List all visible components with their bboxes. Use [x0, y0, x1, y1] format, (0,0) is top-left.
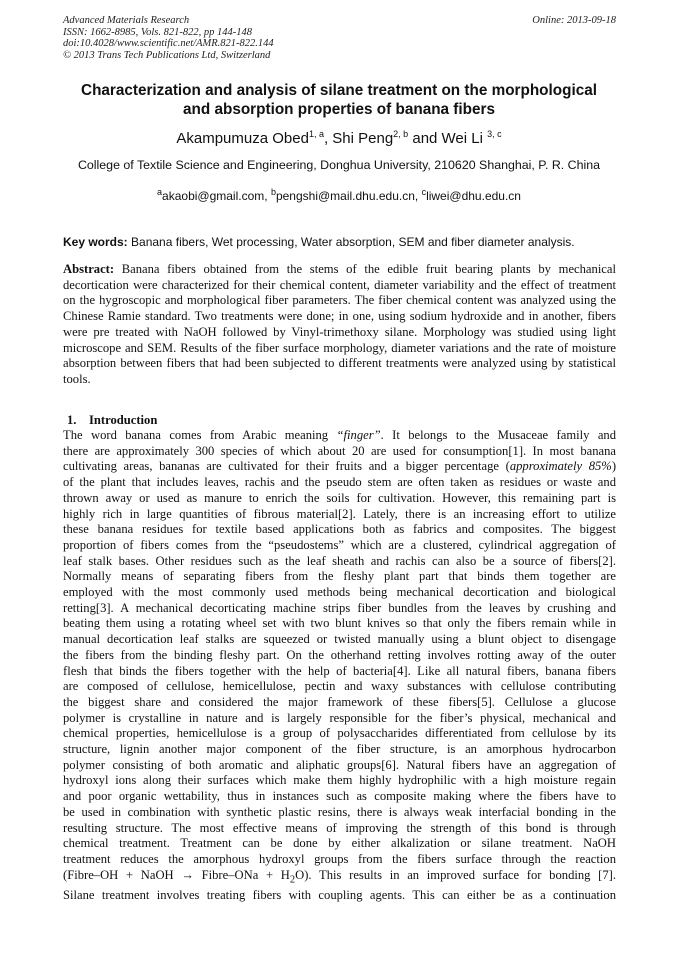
online-date: Online: 2013-09-18 [532, 15, 616, 26]
intro-line: highly rich in large quantities of fibrous material[2]. Lately, there is an increasing effort to utilize [63, 506, 616, 521]
introduction-body [63, 428, 616, 904]
intro-line [63, 428, 616, 444]
issn-line: ISSN: 1662-8985, Vols. 821-822, pp 144-148 [63, 26, 252, 38]
intro-emphasis: “finger” [336, 428, 381, 442]
author-2-sup: 2, b [393, 129, 409, 139]
doi-line: doi:10.4028/www.scientific.net/AMR.821-822.144 [63, 38, 274, 49]
copyright-line: © 2013 Trans Tech Publications Ltd, Switzerland [63, 49, 271, 61]
affiliation: College of Textile Science and Engineering, Donghua University, 210620 Shanghai, P. R. China [77, 158, 601, 172]
intro-line: the fibers from the binding fleshy part. On the otherhand retting involves rotting away of the outer [63, 647, 616, 662]
paper-title [40, 81, 638, 119]
intro-line: manual decortication leaf stalks are squeezed or twisted manually using a blunt object to disengage [63, 632, 616, 647]
intro-line: these banana residues for textile based applications both as fabrics and composites. The biggest [63, 522, 616, 537]
author-list [0, 124, 678, 149]
intro-line: Silane treatment involves treating fibers with coupling agents. This can either be as a continuation [63, 887, 616, 902]
intro-emphasis: approximately 85% [509, 459, 612, 474]
intro-line: flesh that binds the fibers together with the help of bacteria[4]. Like all natural fibers, banana fibers [63, 663, 616, 678]
intro-line: resulting structure. The most effective means of improving the strength of this bond is through [63, 820, 616, 835]
email-a: akaobi@gmail.com, [162, 189, 271, 203]
email-a-sup: a [157, 187, 163, 197]
intro-line: retting[3]. A mechanical decorticating machine strips fiber bundles from the leaves by crushing and [63, 600, 616, 615]
keywords-label: Key words: [63, 235, 128, 249]
h2o-subscript: 2 [289, 874, 296, 886]
intro-text: cultivating areas, bananas are cultivated for their fruits and a bigger percentage ( [63, 459, 510, 474]
email-c: liwei@dhu.edu.cn [426, 189, 521, 203]
intro-text: The word banana comes from Arabic meaning [63, 428, 337, 442]
keywords-text: Banana fibers, Wet processing, Water absorption, SEM and fiber diameter analysis. [127, 235, 575, 249]
abstract [63, 262, 616, 388]
intro-line: employed with the most commonly used methods being mechanical decortication and biological [63, 585, 616, 600]
keywords [63, 234, 616, 250]
intro-text: . It belongs to the Musaceae family and [380, 428, 617, 442]
intro-line [63, 459, 616, 475]
intro-line: hydroxyl ions along their surfaces which make them highly hydrophilic with a high moisture regain [63, 773, 616, 788]
intro-line: and poor organic wettability, thus in instances such as composite making where the fibers have to [63, 789, 616, 804]
intro-line: treatment reduces the amorphous hydroxyl groups from the fibers surface through the reaction [63, 851, 616, 866]
journal-name: Advanced Materials Research [63, 15, 190, 26]
email-c-sup: c [421, 187, 427, 197]
intro-line: of the plant that includes leaves, rachis and the pseudo stem are often taken as residues or waste and [63, 475, 616, 490]
intro-line: Normally means of separating fibers from the fleshy plant part that binds them together are [63, 569, 616, 584]
intro-line: polymer is crystalline in nature and is largely responsible for the fiber’s physical, mechanical and [63, 710, 616, 725]
author-2: , Shi Peng [323, 130, 394, 147]
intro-line: polymer consisting of both aromatic and aliphatic groups[6]. Natural fibers have an aggregation of [63, 757, 616, 772]
journal-header [63, 15, 616, 61]
intro-line: proportion of fibers comes from the “pseudostems” which are a clustered, cylindrical aggregation of [63, 537, 616, 552]
intro-line: be used in combination with synthetic plastic resins, there is always weak interfacial bonding in the [63, 804, 616, 819]
intro-line: thrown away or used as manure to enrich the soils for cultivation. However, this remaining part is [63, 490, 616, 505]
author-3: and Wei Li [408, 130, 488, 147]
intro-line: chemical treatment. Treatment can be done by either alkalization or silane treatment. NaOH [63, 836, 616, 851]
intro-line: there are approximately 300 species of which about 20 are used for consumption[1]. In most banana [63, 443, 616, 458]
section-title: Introduction [89, 413, 158, 427]
intro-text: ) [611, 459, 617, 474]
intro-line: beating them using a rotating wheel set with two blunt knives so that only the fibers remain while in [63, 616, 616, 631]
intro-line: leaf stalk bases. Other residues such as the leaf sheath and rachis can also be a source of fibers[2]. [63, 553, 616, 568]
section-number: 1. [67, 413, 77, 427]
intro-text: (Fibre–OH + NaOH → Fibre–ONa + H [63, 867, 290, 882]
abstract-label: Abstract: [63, 262, 115, 276]
title-line-1: Characterization and analysis of silane treatment on the morphological [81, 82, 597, 99]
intro-line: chemical properties, hemicellulose is a group of polysaccharides differentiated from cellulose by its [63, 726, 616, 741]
section-heading [63, 413, 157, 429]
intro-line: are composed of cellulose, hemicellulose, pectin and waxy substances with cellulose contributing [63, 679, 616, 694]
email-b-sup: b [270, 187, 276, 197]
author-1-sup: 1, a [308, 129, 324, 139]
intro-line [63, 868, 616, 888]
intro-text: O). This results in an improved surface for bonding [7]. [295, 867, 616, 882]
email-b: pengshi@mail.dhu.edu.cn, [275, 189, 422, 203]
author-1: Akampumuza Obed [176, 130, 309, 147]
intro-line: structure, lignin another major component of the fiber structure, is an amorphous hydrocarbon [63, 742, 616, 757]
title-line-2: and absorption properties of banana fibers [183, 101, 495, 118]
abstract-text: Banana fibers obtained from the stems of the edible fruit bearing plants by mechanical decortication were characterized for their chemical content, diameter variability and the effect of treatment on the hygroscopic and morphological fiber parameters. The fiber chemical content was analyzed using the Chinese Ramie standard. Two treatments were done; in one, using sodium hydroxide and in another, fibers were pre treated with NaOH followed by Vinyl-trimethoxy silane. Morphology was studied using light microscope and SEM. Results of the fiber surface morphology, diameter variations and the rate of moisture absorption between fibers that had been subjected to different treatments were analyzed using by statistical tools. [63, 262, 616, 386]
author-emails [0, 184, 678, 204]
author-3-sup: 3, c [487, 129, 502, 139]
intro-line: the biggest share and considered the major framework of these fibers[5]. Cellulose a glucose [63, 694, 616, 709]
